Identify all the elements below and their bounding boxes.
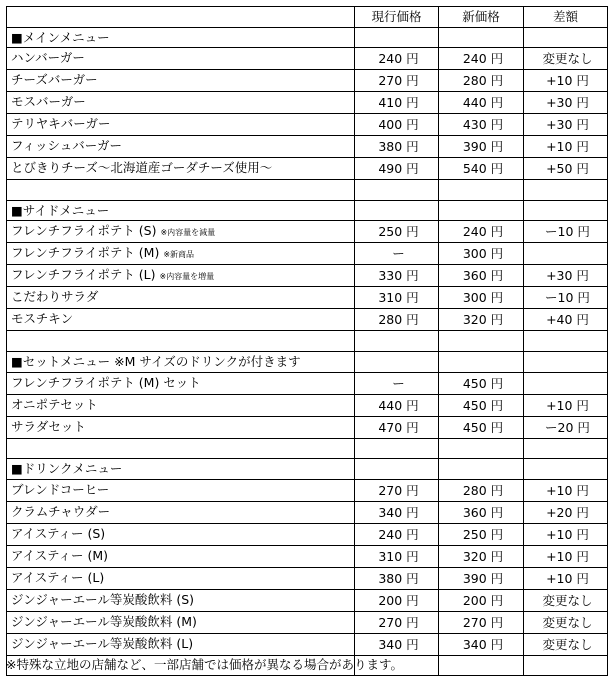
current-price: ー [355, 243, 439, 265]
table-row [7, 70, 608, 92]
table-row [7, 394, 608, 416]
new-price: 200 円 [439, 589, 524, 611]
price-difference: +20 円 [524, 501, 608, 523]
current-price: 310 円 [355, 545, 439, 567]
current-price: 340 円 [355, 501, 439, 523]
new-price: 280 円 [439, 479, 524, 501]
new-price: 430 円 [439, 114, 524, 136]
item-cell [7, 48, 355, 70]
empty-cell [524, 27, 608, 48]
item-name: アイスティー (L) [11, 569, 105, 585]
item-cell [7, 611, 355, 633]
table-row [7, 589, 608, 611]
section-header-row [7, 200, 608, 221]
new-price: 270 円 [439, 611, 524, 633]
item-name: ジンジャーエール等炭酸飲料 (S) [11, 591, 195, 607]
item-name: オニポテセット [11, 396, 98, 412]
empty-cell [355, 200, 439, 221]
new-price: 450 円 [439, 416, 524, 438]
price-difference: +30 円 [524, 114, 608, 136]
current-price: 270 円 [355, 611, 439, 633]
new-price: 320 円 [439, 309, 524, 331]
table-row [7, 114, 608, 136]
current-price: ー [355, 372, 439, 394]
price-difference: +10 円 [524, 523, 608, 545]
current-price: 200 円 [355, 589, 439, 611]
table-row [7, 633, 608, 655]
empty-cell [439, 27, 524, 48]
table-row [7, 221, 608, 243]
current-price: 310 円 [355, 287, 439, 309]
item-note: ※内容量を増量 [159, 272, 215, 282]
item-cell [7, 372, 355, 394]
empty-cell [524, 331, 608, 352]
item-cell [7, 92, 355, 114]
table-row [7, 523, 608, 545]
table-row [7, 158, 608, 180]
new-price: 320 円 [439, 545, 524, 567]
table-body [7, 27, 608, 676]
table-row [7, 265, 608, 287]
item-name: ジンジャーエール等炭酸飲料 (L) [11, 635, 194, 651]
item-cell [7, 394, 355, 416]
item-name: こだわりサラダ [11, 289, 99, 305]
current-price: 270 円 [355, 70, 439, 92]
table-row [7, 501, 608, 523]
empty-cell [355, 27, 439, 48]
item-cell [7, 567, 355, 589]
empty-cell [439, 351, 524, 372]
empty-cell [524, 351, 608, 372]
table-row [7, 416, 608, 438]
item-cell [7, 243, 355, 265]
item-name: チーズバーガー [11, 72, 98, 88]
item-cell [7, 589, 355, 611]
spacer-row [7, 438, 608, 459]
spacer-row [7, 331, 608, 352]
item-cell [7, 265, 355, 287]
price-difference: +50 円 [524, 158, 608, 180]
item-cell [7, 523, 355, 545]
current-price: 440 円 [355, 394, 439, 416]
price-difference: +10 円 [524, 545, 608, 567]
empty-cell [524, 438, 608, 459]
new-price: 450 円 [439, 394, 524, 416]
price-difference [524, 243, 608, 265]
price-difference: 変更なし [524, 48, 608, 70]
new-price: 280 円 [439, 70, 524, 92]
empty-cell [439, 438, 524, 459]
item-cell [7, 136, 355, 158]
new-price: 390 円 [439, 567, 524, 589]
spacer-row [7, 180, 608, 201]
table-row [7, 48, 608, 70]
header-row [7, 7, 608, 28]
table-row [7, 136, 608, 158]
empty-cell [7, 180, 355, 201]
new-price: 440 円 [439, 92, 524, 114]
empty-cell [439, 331, 524, 352]
price-difference: 変更なし [524, 633, 608, 655]
section-header-row [7, 351, 608, 372]
new-price: 300 円 [439, 243, 524, 265]
current-price: 250 円 [355, 221, 439, 243]
current-price: 380 円 [355, 136, 439, 158]
empty-cell [439, 459, 524, 480]
section-title: ■セットメニュー ※M サイズのドリンクが付きます [7, 351, 355, 372]
item-note: ※内容量を減量 [160, 228, 216, 238]
empty-cell [7, 331, 355, 352]
new-price: 360 円 [439, 265, 524, 287]
header-item [7, 7, 355, 28]
current-price: 340 円 [355, 633, 439, 655]
table-row [7, 243, 608, 265]
price-difference: ー10 円 [524, 287, 608, 309]
price-difference: +10 円 [524, 479, 608, 501]
section-title: ■メインメニュー [7, 27, 355, 48]
item-name: モスチキン [11, 311, 74, 327]
price-difference: ー20 円 [524, 416, 608, 438]
new-price: 240 円 [439, 48, 524, 70]
item-cell [7, 479, 355, 501]
new-price: 340 円 [439, 633, 524, 655]
new-price: 540 円 [439, 158, 524, 180]
new-price: 450 円 [439, 372, 524, 394]
item-cell [7, 158, 355, 180]
item-name: ハンバーガー [11, 50, 85, 66]
price-difference: 変更なし [524, 611, 608, 633]
empty-cell [524, 180, 608, 201]
price-difference: ー10 円 [524, 221, 608, 243]
table-row [7, 92, 608, 114]
section-title: ■サイドメニュー [7, 200, 355, 221]
new-price: 250 円 [439, 523, 524, 545]
table-row [7, 611, 608, 633]
table-row [7, 567, 608, 589]
empty-cell [524, 655, 608, 676]
empty-cell [355, 459, 439, 480]
item-name: フレンチフライポテト (S) [11, 223, 161, 239]
current-price: 240 円 [355, 523, 439, 545]
item-cell [7, 287, 355, 309]
current-price: 470 円 [355, 416, 439, 438]
item-name: サラダセット [11, 418, 86, 434]
current-price: 330 円 [355, 265, 439, 287]
empty-cell [439, 180, 524, 201]
table-row [7, 287, 608, 309]
empty-cell [355, 438, 439, 459]
price-difference: +10 円 [524, 394, 608, 416]
item-name: フレンチフライポテト (M) [11, 245, 164, 261]
table-row [7, 479, 608, 501]
empty-cell [355, 331, 439, 352]
item-name: フレンチフライポテト (L) [11, 267, 160, 283]
item-cell [7, 70, 355, 92]
item-cell [7, 501, 355, 523]
price-difference: +10 円 [524, 70, 608, 92]
current-price: 380 円 [355, 567, 439, 589]
current-price: 410 円 [355, 92, 439, 114]
empty-cell [7, 438, 355, 459]
table-row [7, 545, 608, 567]
section-header-row [7, 459, 608, 480]
price-difference: +40 円 [524, 309, 608, 331]
current-price: 280 円 [355, 309, 439, 331]
price-table [6, 6, 608, 676]
empty-cell [439, 655, 524, 676]
empty-cell [439, 200, 524, 221]
empty-cell [524, 200, 608, 221]
new-price: 390 円 [439, 136, 524, 158]
item-name: ジンジャーエール等炭酸飲料 (M) [11, 613, 197, 629]
footnote: ※特殊な立地の店舗など、一部店舗では価格が異なる場合があります。 [6, 657, 403, 672]
empty-cell [355, 180, 439, 201]
new-price: 300 円 [439, 287, 524, 309]
table-row [7, 309, 608, 331]
item-cell [7, 545, 355, 567]
item-name: ブレンドコーヒー [11, 481, 110, 497]
new-price: 240 円 [439, 221, 524, 243]
item-cell [7, 221, 355, 243]
price-difference: +30 円 [524, 92, 608, 114]
empty-cell [355, 351, 439, 372]
item-name: とびきりチーズ～北海道産ゴーダチーズ使用～ [11, 160, 273, 176]
current-price: 240 円 [355, 48, 439, 70]
item-name: テリヤキバーガー [11, 116, 111, 132]
item-name: クラムチャウダー [11, 503, 111, 519]
price-difference: +10 円 [524, 567, 608, 589]
current-price: 270 円 [355, 479, 439, 501]
item-name: フレンチフライポテト (M) セット [11, 374, 201, 390]
table-row [7, 372, 608, 394]
item-name: フィッシュバーガー [11, 138, 123, 154]
section-title: ■ドリンクメニュー [7, 459, 355, 480]
new-price: 360 円 [439, 501, 524, 523]
item-note: ※新商品 [163, 250, 195, 260]
item-name: アイスティー (S) [11, 525, 106, 541]
price-difference: +10 円 [524, 136, 608, 158]
current-price: 400 円 [355, 114, 439, 136]
price-difference [524, 372, 608, 394]
item-cell [7, 633, 355, 655]
item-cell [7, 309, 355, 331]
price-difference: +30 円 [524, 265, 608, 287]
empty-cell [524, 459, 608, 480]
header-difference: 差額 [524, 7, 608, 28]
section-header-row [7, 27, 608, 48]
current-price: 490 円 [355, 158, 439, 180]
price-difference: 変更なし [524, 589, 608, 611]
header-current-price: 現行価格 [355, 7, 439, 28]
item-name: アイスティー (M) [11, 547, 109, 563]
item-name: モスバーガー [11, 94, 86, 110]
header-new-price: 新価格 [439, 7, 524, 28]
item-cell [7, 114, 355, 136]
item-cell [7, 416, 355, 438]
